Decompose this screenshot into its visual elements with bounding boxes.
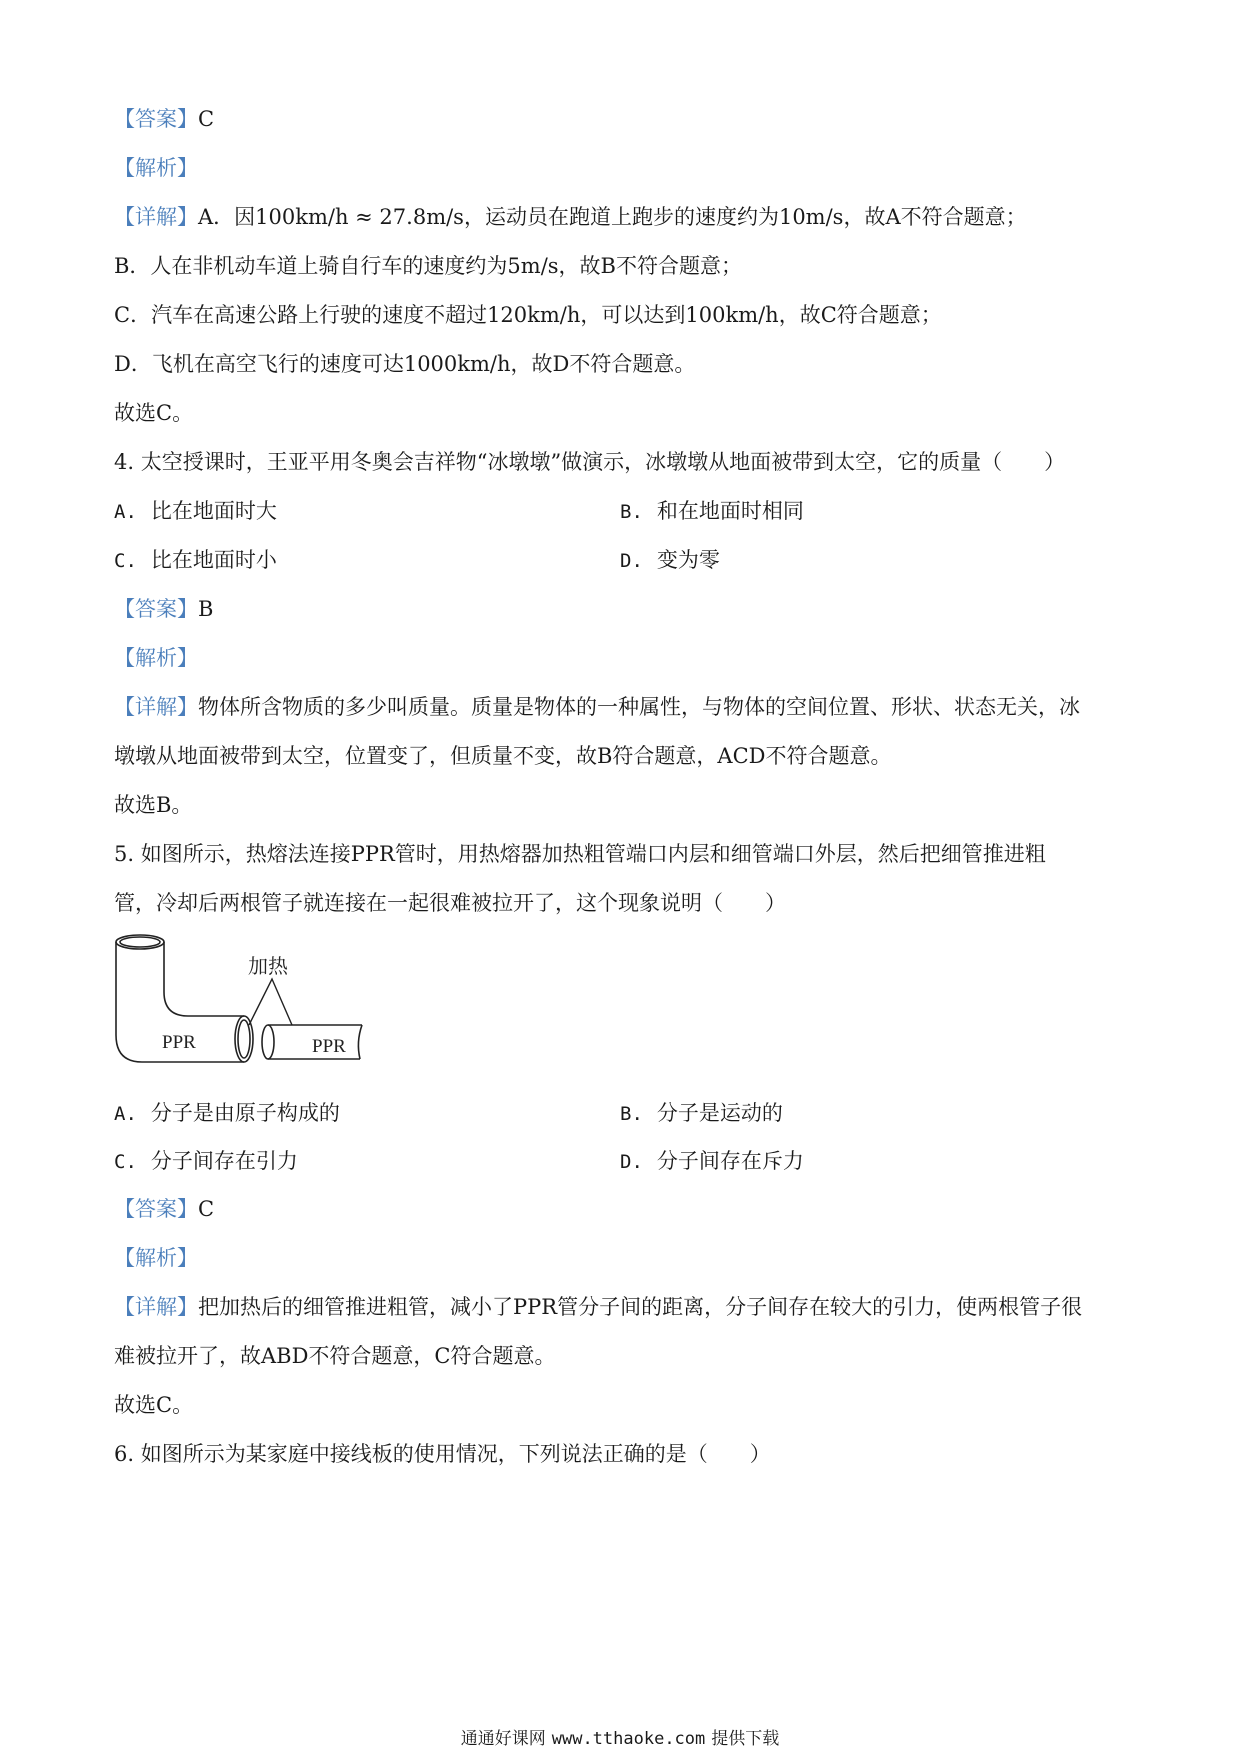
option-text: 比在地面时大 [150, 499, 277, 523]
answer-value: B [198, 597, 214, 621]
answer-value: C [198, 1197, 215, 1221]
option-text: 分子间存在引力 [150, 1149, 298, 1173]
q4-stem: 4. 太空授课时，王亚平用冬奥会吉祥物“冰墩墩”做演示，冰墩墩从地面被带到太空，它的质量（ ） [114, 450, 1066, 474]
q4-answer-line [114, 594, 213, 624]
detail-tag: 【详解】 [114, 695, 198, 719]
option-letter: A. [114, 1103, 137, 1125]
option-text: 比在地面时小 [150, 548, 277, 572]
answer-tag: 【答案】 [114, 1197, 198, 1221]
q5-option-b [620, 1098, 783, 1129]
detail-tag: 【详解】 [114, 205, 198, 229]
q4-detail-line2: 墩墩从地面被带到太空，位置变了，但质量不变，故B符合题意，ACD不符合题意。 [114, 744, 892, 768]
q4-option-b [620, 496, 804, 527]
thick-pipe-top-inner [120, 937, 160, 947]
option-text: 分子是运动的 [656, 1101, 783, 1125]
answer-value: C [198, 107, 215, 131]
q3-detail-b: B．人在非机动车道上骑自行车的速度约为5m/s，故B不符合题意； [114, 254, 742, 278]
footer-right: 提供下载 [711, 1729, 780, 1749]
q4-option-a [114, 496, 277, 527]
q4-conclusion: 故选B。 [114, 793, 193, 817]
q5-option-a [114, 1098, 340, 1129]
q3-answer-line [114, 104, 214, 134]
ppr-pipe-figure [112, 930, 392, 1070]
option-letter: D. [620, 550, 643, 572]
thick-pipe-inner-edge [164, 942, 244, 1016]
thin-pipe-cut-edge [358, 1025, 362, 1059]
right-pipe-label: PPR [312, 1036, 346, 1057]
option-letter: A. [114, 501, 137, 523]
detail-tag: 【详解】 [114, 1295, 198, 1319]
q5-option-c [114, 1146, 298, 1177]
q3-analysis-tag: 【解析】 [114, 156, 198, 180]
q4-analysis-tag: 【解析】 [114, 646, 198, 670]
detail-text: 把加热后的细管推进粗管，减小了PPR管分子间的距离，分子间存在较大的引力，使两根管子很 [198, 1295, 1083, 1319]
q3-conclusion: 故选C。 [114, 401, 194, 425]
page-footer [0, 1728, 1240, 1750]
left-pipe-label: PPR [162, 1032, 196, 1053]
thick-pipe-end-inner [238, 1020, 250, 1058]
q5-stem-line2: 管，冷却后两根管子就连接在一起很难被拉开了，这个现象说明（ ） [114, 891, 786, 915]
q4-option-d [620, 545, 720, 576]
q3-detail-a [114, 202, 1027, 232]
q6-stem: 6. 如图所示为某家庭中接线板的使用情况，下列说法正确的是（ ） [114, 1442, 771, 1466]
q5-stem-line1: 5. 如图所示，热熔法连接PPR管时，用热熔器加热粗管端口内层和细管端口外层，然后把细管推进粗 [114, 842, 1046, 866]
option-text: 分子是由原子构成的 [150, 1101, 340, 1125]
answer-tag: 【答案】 [114, 107, 198, 131]
q4-detail-line1 [114, 692, 1080, 722]
q5-option-d [620, 1146, 804, 1177]
option-letter: C. [114, 550, 137, 572]
thin-pipe-end [262, 1025, 274, 1059]
answer-tag: 【答案】 [114, 597, 198, 621]
q3-detail-d: D．飞机在高空飞行的速度可达1000km/h，故D不符合题意。 [114, 352, 696, 376]
q3-detail-c: C．汽车在高速公路上行驶的速度不超过120km/h，可以达到100km/h，故C符合题意； [114, 303, 942, 327]
option-letter: B. [620, 501, 643, 523]
q5-detail-line1 [114, 1292, 1082, 1322]
heat-pointer [249, 979, 292, 1025]
q5-detail-line2: 难被拉开了，故ABD不符合题意，C符合题意。 [114, 1344, 556, 1368]
footer-site-link[interactable]: www.tthaoke.com [551, 1729, 706, 1749]
q5-answer-line [114, 1194, 214, 1224]
option-letter: D. [620, 1151, 643, 1173]
q4-option-c [114, 545, 277, 576]
option-text: 变为零 [656, 548, 720, 572]
heat-pointer-lines [249, 979, 292, 1025]
q5-conclusion: 故选C。 [114, 1393, 194, 1417]
option-text: 分子间存在斥力 [656, 1149, 804, 1173]
option-letter: B. [620, 1103, 643, 1125]
q5-analysis-tag: 【解析】 [114, 1246, 198, 1270]
detail-text: 物体所含物质的多少叫质量。质量是物体的一种属性，与物体的空间位置、形状、状态无关，冰 [198, 695, 1080, 719]
heat-label: 加热 [248, 954, 288, 978]
footer-left: 通通好课网 [460, 1729, 546, 1749]
option-text: 和在地面时相同 [656, 499, 804, 523]
detail-text: A．因100km/h ≈ 27.8m/s，运动员在跑道上跑步的速度约为10m/s，故A不符合题意； [198, 205, 1027, 229]
option-letter: C. [114, 1151, 137, 1173]
